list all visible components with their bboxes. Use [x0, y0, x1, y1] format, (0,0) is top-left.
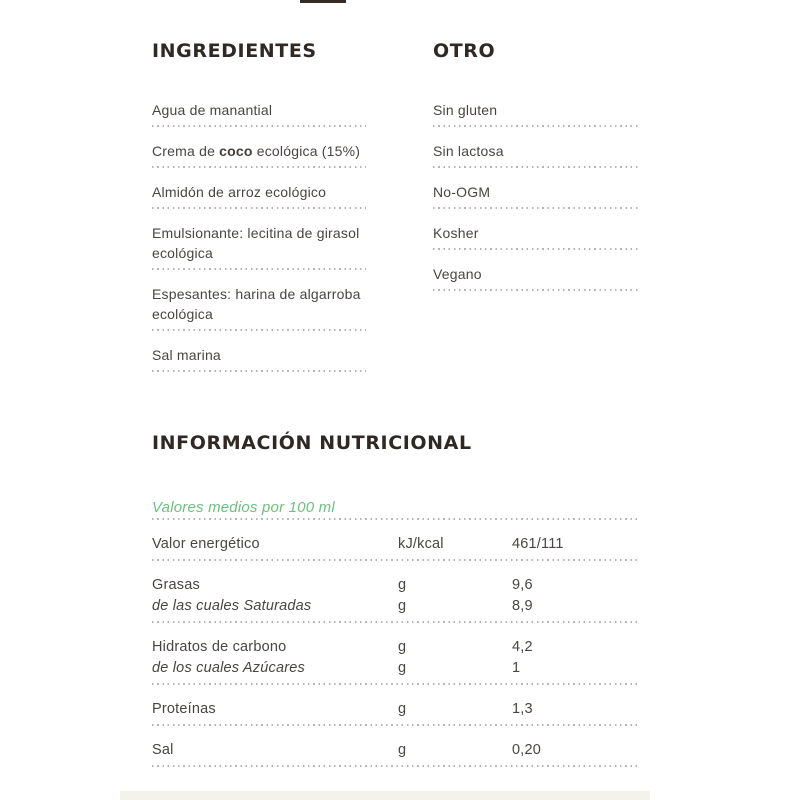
ingredients-section: [152, 40, 366, 372]
nutrient-label: Grasas: [152, 577, 200, 593]
nutrition-subrow: [152, 658, 638, 679]
nutrient-unit: g: [398, 701, 407, 717]
nutrient-unit: g: [398, 598, 407, 614]
ingredient-text-part: ecológica (15%): [252, 143, 361, 159]
ingredient-text-part: Sal marina: [152, 347, 221, 363]
nutrient-unit: g: [398, 639, 407, 655]
dotted-divider: [152, 765, 638, 767]
dotted-divider: [152, 370, 366, 372]
nutrient-value: 1,3: [512, 701, 533, 717]
nutrient-label: Sal: [152, 742, 174, 758]
ingredients-list: [152, 100, 366, 372]
nutrient-label: de los cuales Azúcares: [152, 660, 305, 676]
other-item: [433, 100, 640, 127]
other-item: [433, 127, 640, 168]
ingredient-text: [152, 141, 366, 161]
ingredients-title: INGREDIENTES: [152, 40, 317, 62]
ingredient-item: [152, 270, 366, 331]
nutrition-subrow: [152, 596, 638, 617]
nutrition-row: [152, 534, 638, 555]
nutrient-unit: g: [398, 660, 407, 676]
dotted-divider: [433, 289, 640, 291]
other-text: No-OGM: [433, 184, 491, 200]
ingredient-text: [152, 345, 366, 365]
ingredient-text-part: Emulsionante: lecitina de girasol ecológica: [152, 225, 360, 261]
nutrition-row: [152, 637, 638, 658]
other-item: [433, 209, 640, 250]
other-text: Vegano: [433, 266, 482, 282]
nutrition-group: [152, 561, 638, 623]
nutrient-value: 4,2: [512, 639, 533, 655]
other-section: [433, 40, 640, 291]
ingredient-text: [152, 223, 366, 263]
nutrient-unit: g: [398, 577, 407, 593]
other-text: Kosher: [433, 225, 479, 241]
nutrient-unit: kJ/kcal: [398, 536, 444, 552]
nutrition-row: [152, 699, 638, 720]
other-list: [433, 100, 640, 291]
ingredient-text-part: Agua de manantial: [152, 102, 273, 118]
cutoff-element-top: [300, 0, 346, 3]
ingredient-text: [152, 100, 366, 120]
nutrient-unit: g: [398, 742, 407, 758]
nutrient-label: de las cuales Saturadas: [152, 598, 312, 614]
other-text: Sin lactosa: [433, 143, 504, 159]
nutrition-table: [152, 518, 638, 767]
nutrient-value: 9,6: [512, 577, 533, 593]
nutrition-row: [152, 575, 638, 596]
nutrition-row: [152, 740, 638, 761]
nutrient-label: Hidratos de carbono: [152, 639, 287, 655]
ingredient-text-part: Almidón de arroz ecológico: [152, 184, 327, 200]
nutrient-value: 0,20: [512, 742, 542, 758]
other-text: Sin gluten: [433, 102, 498, 118]
nutrition-group: [152, 685, 638, 726]
nutrient-value: 1: [512, 660, 521, 676]
ingredient-item: [152, 209, 366, 270]
nutrition-title: INFORMACIÓN NUTRICIONAL: [152, 432, 472, 454]
ingredient-item: [152, 100, 366, 127]
ingredient-text-part: Crema de: [152, 143, 220, 159]
other-item: [433, 250, 640, 291]
ingredient-text-bold: coco: [219, 143, 253, 159]
nutrient-value: 461/111: [512, 536, 564, 552]
nutrient-label: Valor energético: [152, 536, 260, 552]
nutrition-note: Valores medios por 100 ml: [152, 499, 335, 516]
nutrition-group: [152, 623, 638, 685]
nutrition-group: [152, 520, 638, 561]
nutrition-group: [152, 726, 638, 767]
nutrition-section: [152, 432, 638, 767]
other-title: OTRO: [433, 40, 496, 62]
next-section-edge: [120, 791, 650, 800]
other-item: [433, 168, 640, 209]
nutrient-label: Proteínas: [152, 701, 216, 717]
ingredient-item: [152, 331, 366, 372]
nutrient-value: 8,9: [512, 598, 533, 614]
ingredient-item: [152, 127, 366, 168]
ingredient-text-part: Espesantes: harina de algarroba ecológica: [152, 286, 361, 322]
ingredient-text: [152, 284, 366, 324]
ingredient-item: [152, 168, 366, 209]
ingredient-text: [152, 182, 366, 202]
